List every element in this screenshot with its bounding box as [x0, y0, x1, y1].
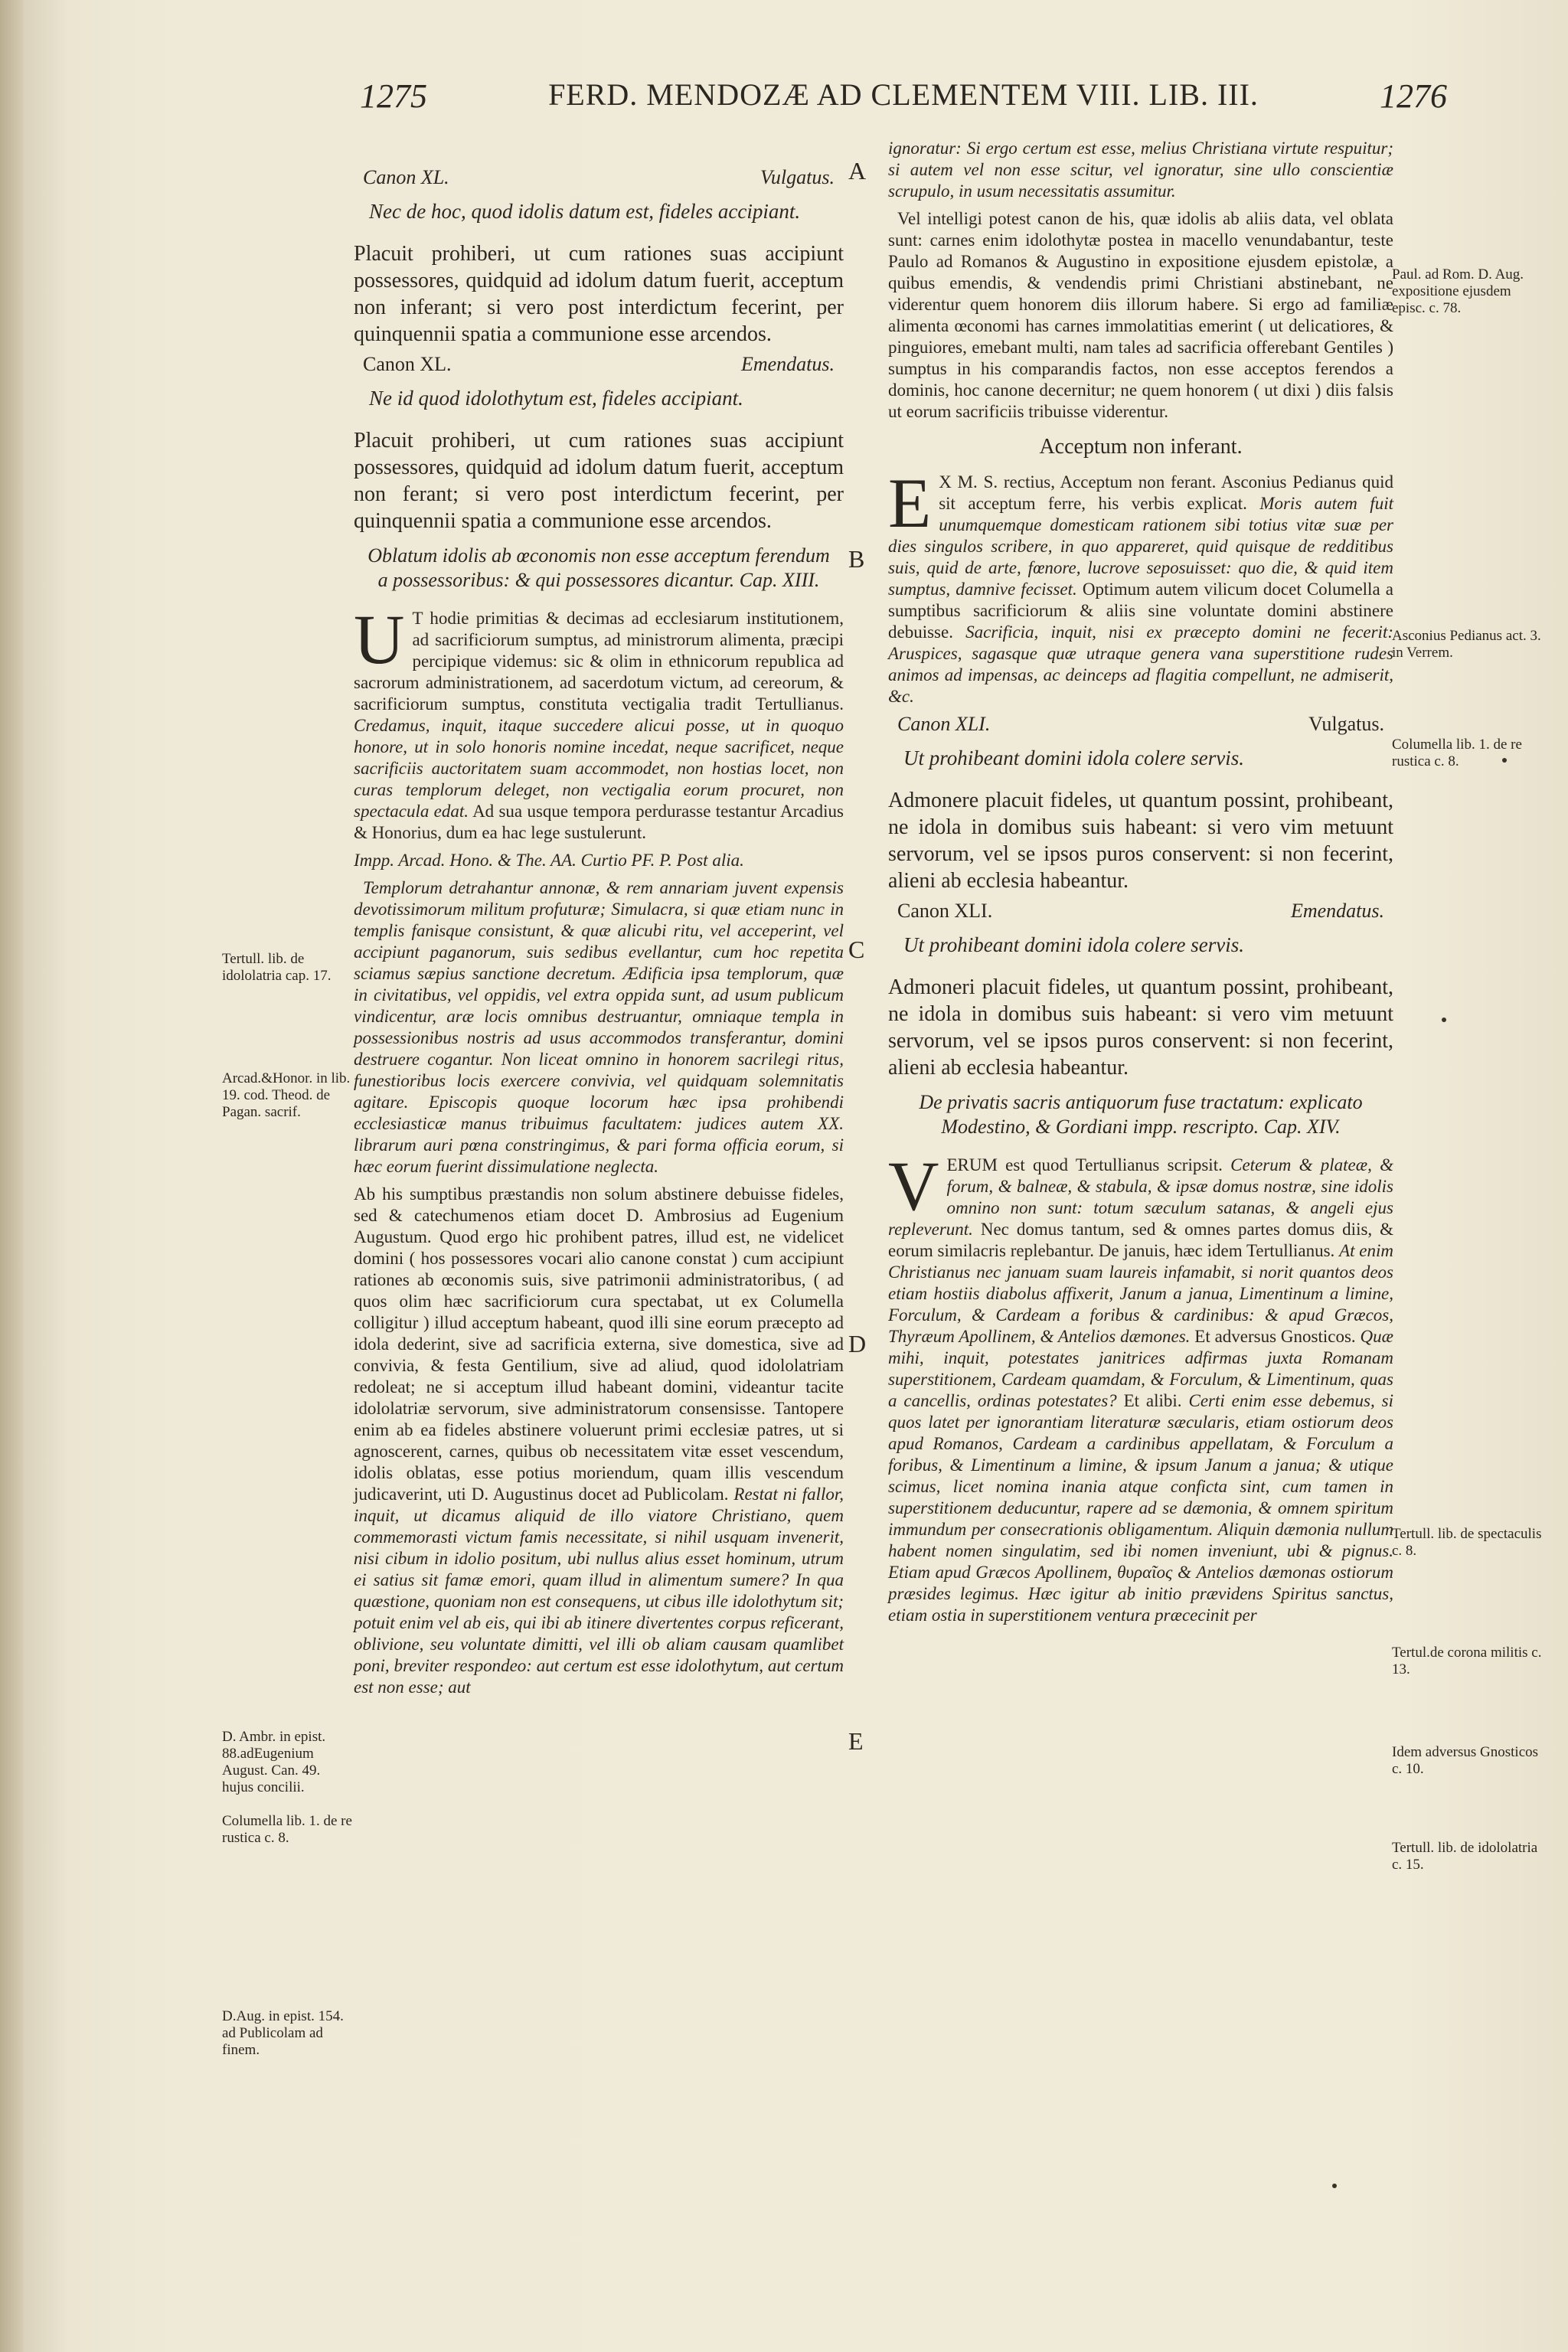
paragraph [354, 600, 844, 844]
chapter-title: De privatis sacris antiquorum fuse tractatum: explicato Modestino, & Gordiani impp. rescripto. Cap. XIV. [919, 1091, 1363, 1138]
margin-note: Arcad.&Honor. in lib. 19. cod. Theod. de Pagan. sacrif. [222, 1070, 351, 1120]
canon-label: Canon XL. [363, 166, 449, 188]
chapter-title: Oblatum idolis ab œconomis non esse acceptum ferendum a possessoribus: & qui possessores dicantur. Cap. XIII. [368, 544, 830, 591]
ink-speck [1332, 2184, 1337, 2188]
margin-note: D. Ambr. in epist. 88.adEugenium August. Can. 49. hujus concilii. [222, 1729, 326, 1795]
canon-heading [363, 354, 835, 375]
margin-note: Tertull. lib. de spectaculis c. 8. [1392, 1526, 1542, 1559]
canon-text: Placuit prohiberi, ut cum rationes suas accipiunt possessores, quidquid ad idolum datum fuerit, acceptum non ferant; si vero post interdictum fecerint, per quinquennii spatia a communione esse arcendos. [354, 429, 844, 533]
canon-variant: Vulgatus. [1308, 713, 1384, 735]
section-letter: B [848, 545, 865, 573]
quotation: Credamus, inquit, itaque succedere alicui posse, ut in quoquo honore, ut in solo honoris nomine incedat, neque sacrificet, neque sacrificiis auctoritatem suam accommodet, non hostias locet, non curas templorum deleget, non vectigalia eorum procuret, non spectacula edat. [354, 716, 844, 821]
canon-label: Canon XLI. [897, 713, 991, 735]
paragraph [888, 464, 1393, 707]
canon-variant: Emendatus. [1290, 900, 1384, 922]
page-number-left: 1275 [360, 77, 427, 115]
quotation: Ceterum & plateæ, & forum, & balneæ, & stabula, & ipsæ domus nostræ, sine idolis omnino non sunt: totum sæculum satanas, & angeli ejus repleverunt. [888, 1155, 1394, 1239]
section-letter: E [848, 1727, 864, 1755]
canon-title: Nec de hoc, quod idolis datum est, fideles accipiant. [369, 200, 801, 223]
drop-cap: E [888, 464, 932, 542]
paragraph [888, 1147, 1394, 1626]
quotation: Moris autem fuit unumquemque domesticam rationem sibi totius vitæ suæ per dies singulos scribere, in quo appareret, quid quisque de redditibus suis, quid de arte, fœnore, lucrove seposuisset: quo die, & quid item sumptus, damnive fecisset. [888, 494, 1393, 599]
right-column [888, 138, 1393, 1632]
left-column [354, 161, 844, 1704]
law-text: Templorum detrahantur annonæ, & rem annariam juvent expensis devotissimorum militum profuturæ; Simulacra, si quæ etiam nunc in templis fanisque consistunt, & quæ alicubi ritu, vel acceperint, vel accipiunt paganorum, suis sedibus evellantur, cum hoc repetita sciamus sæpius sanctione decretum. Ædificia ipsa templorum, quæ in civitatibus, vel oppidis, vel extra oppida sunt, ad usum publicum vindicentur, aræ locis omnibus destruantur, omniaque templa in possessionibus nostris ad usus accommodos transferantur, domini destruere cogantur. Non liceat omnino in honorem sacrilegi ritus, funestioribus locis exercere convivia, vel quidquam solemnitatis agitare. Episcopis quoque locorum hæc ipsa prohibendi ecclesiasticæ manus tribuimus facultatem: judices autem XX. librarum auri pœna constringimus, & pari forma officia eorum, si hæc eorum fuerint dissimulatione neglecta. [354, 878, 844, 1176]
quotation: Restat ni fallor, inquit, ut dicamus aliquid de illo viatore Christiano, quem commemorasti victum famis necessitate, si nihil usquam invenerit, nisi cibum in idolio positum, ubi nullus alius esset hominum, utrum ei satius sit famæ emori, quam illud in alimentum sumere? In qua quæstione, quoniam non est consequens, ut cibus ille idolothytum sit; potuit enim vel ab eis, qui ibi ab itinere divertentes corpus reficerant, oblivione, seu voluntate dimitti, vel illi ob aliam causam quamlibet poni, breviter respondeo: aut certum est esse idolothytum, aut certum est non esse; aut [354, 1485, 844, 1697]
drop-cap: U [354, 600, 405, 678]
canon-heading [363, 167, 835, 188]
quotation: Quæ mihi, inquit, potestates janitrices adfirmas juxta Romanam superstitionem, Cardeam quamdam, & Forculum, & Limentinum, quas a cancellis, ordinas potestates? [888, 1327, 1393, 1410]
quotation: Sacrificia, inquit, nisi ex præcepto domini ne fecerit: Aruspices, sagasque quæ utraque genera vana superstitione rudes animos ad impensas, ac deinceps ad flagitia compellunt, ne admiserit, &c. [888, 622, 1393, 706]
paragraph-text: Nec domus tantum, sed & omnes partes domus diis, & eorum similacris replebantur. De januis, hæc idem Tertullianus. [888, 1220, 1393, 1260]
paragraph-text: Optimum autem vilicum docet Columella a sumptibus sacrificiorum & aliis sine voluntate domini abstinere debuisse. [888, 580, 1393, 642]
running-title: FERD. MENDOZÆ AD CLEMENTEM VIII. LIB. III. [548, 77, 1259, 112]
canon-text: Admoneri placuit fideles, ut quantum possint, prohibeant, ne idola in domibus suis habeant: si vero vim metuunt servorum, vel se ipsos puros conservent: si non fecerint, alieni ab ecclesia habeantur. [888, 975, 1393, 1080]
quotation: ignoratur: Si ergo certum est esse, melius Christiana virtute respuitur; si autem vel non esse scitur, vel ignoratur, sine ullo conscientiæ scrupulo, in usum necessitatis assumitur. [888, 139, 1393, 201]
canon-text: Admonere placuit fideles, ut quantum possint, prohibeant, ne idola in domibus suis habeant: si vero vim metuunt servorum, vel se ipsos puros conservent: si non fecerint, alieni ab ecclesia habeantur. [888, 789, 1393, 893]
margin-note: Columella lib. 1. de re rustica c. 8. [222, 1813, 352, 1846]
canon-label: Canon XLI. [897, 900, 993, 922]
margin-note: D.Aug. in epist. 154. ad Publicolam ad finem. [222, 2008, 344, 2058]
paragraph-text: Ab his sumptibus præstandis non solum abstinere debuisse fideles, sed & catechumenos etiam docet D. Ambrosius ad Eugenium Augustum. Quod ergo hic prohibent patres, illud est, ne videlicet domini ( hos possessores vocari alio canone constat ) cum accipiunt rationes ab œconomis suis, sive patrimonii administratoribus, ( ad quos olim hæc sacrificiorum cura spectabat, ut ex Columella colligitur ) illud acceptum habeant, quod illi sine eorum præcepto ad idola dederint, sive ad sacrificia externa, sive domestica, sive ad convivia, & festa Gentilium, sive ad aliud, quod idololatriam redoleat; ne si acceptum illud habeant domini, videantur tacite idololatriæ servorum, sive administratorum consensisse. Tantopere enim ab ea fideles abstinere voluerunt primi ecclesiæ patres, ut si agnoscerent, carnes, quibus ob necessitatem vitæ esset vescendum, idolis oblatas, esse potius moriendum, quam illis vescendum judicaverint, uti D. Augustinus docet ad Publicolam. [354, 1184, 844, 1504]
canon-heading [897, 900, 1384, 922]
section-letter: A [848, 157, 867, 185]
section-letter: C [848, 936, 865, 963]
paragraph [354, 1184, 844, 1698]
quotation: Certi enim esse debemus, si quos latet per ignorantiam literaturæ sæcularis, etiam ostiorum deos apud Romanos, Cardeam a cardinibus appellatam, & Forculum a foribus, & Limentinum a limine, & ipsum Janum a janua; & utique scimus, licet nomina inania atque conficta sint, cum tamen in superstitionem deducuntur, rapere ad se dæmonia, & omnem spiritum immundum per consecrationis obligamentum. Aliquin dæmonia nullum habent nomen singulatim, sed ibi nomen inveniunt, ubi & pignus. Etiam apud Græcos Apollinem, θυραῖος & Antelios dæmonas ostiorum præsides legimus. Hæc igitur ab initio prævidens Spiritus sanctus, etiam ostia in superstitionem ventura præcecinit per [888, 1391, 1393, 1625]
paragraph-text: Vel intelligi potest canon de his, quæ idolis ab aliis data, vel oblata sunt: carnes enim idolothytæ postea in macello venundabantur, teste Paulo ad Romanos & Augustino in expositione ejusdem epistolæ, a quibus emendis, & vendendis primi Christiani abstinebant, ne viderentur quem honorem diis illorum habere. Si ergo ad familiæ alimenta œconomi has carnes immolatitias emerint ( ut delicatiores, & pinguiores, emebant multi, nam tales ad sacrificia offerebant Gentiles ) sumptus in his comparandis factos, non esse acceptos ferendos a dominis, hoc canone decernitur; ne quem honorem ( ut dixi ) diis falsis ut eorum sacrificiis tribuisse viderentur. [888, 209, 1393, 421]
quotation: At enim Christianus nec januam suam laureis infamabit, si norit quantos deos etiam hostiis diabolus affixerit, Janum a janua, Limentinum a limine, Forculum, & Cardeam a foribus & cardinibus: & apud Græcos, Thyræum Apollinem, & Antelios dæmones. [888, 1241, 1393, 1346]
canon-heading [897, 714, 1384, 735]
margin-note: Columella lib. 1. de re rustica c. 8. [1392, 737, 1522, 769]
canon-label: Canon XL. [363, 353, 452, 375]
canon-title: Ne id quod idolothytum est, fideles accipiant. [369, 387, 743, 410]
canon-title: Ut prohibeant domini idola colere servis. [903, 746, 1244, 769]
margin-note: Tertull. lib. de idololatria cap. 17. [222, 951, 332, 984]
margin-note: Tertul.de corona militis c. 13. [1392, 1645, 1542, 1677]
margin-note: Asconius Pedianus act. 3. in Verrem. [1392, 628, 1541, 661]
margin-note: Paul. ad Rom. D. Aug. expositione ejusdem episc. c. 78. [1392, 266, 1524, 316]
canon-text: Placuit prohiberi, ut cum rationes suas accipiunt possessores, quidquid ad idolum datum fuerit, acceptum non inferant; si vero post interdictum fecerint, per quinquennii spatia a communione esse arcendos. [354, 242, 844, 346]
margin-note: Tertull. lib. de idololatria c. 15. [1392, 1840, 1538, 1873]
canon-variant: Vulgatus. [760, 166, 835, 188]
section-title: Acceptum non inferant. [1039, 435, 1243, 459]
ink-speck [1502, 758, 1507, 763]
law-heading: Impp. Arcad. Hono. & The. AA. Curtio PF. P. Post alia. [354, 851, 744, 870]
ink-speck [1442, 1018, 1446, 1022]
canon-variant: Emendatus. [740, 353, 835, 375]
paragraph-text: T hodie primitias & decimas ad ecclesiarum institutionem, ad sacrificiorum sumptus, ad ministrorum alimenta, præcipi percipique videmus: sic & olim in ethnicorum republica ad sacrorum administrationem, ad sacerdotum victum, ad cereorum, & sacrificiorum sumptus, constituta vectigalia tradit Tertullianus. [354, 609, 844, 714]
paragraph-text: ERUM est quod Tertullianus scripsit. [946, 1155, 1223, 1174]
margin-note: Idem adversus Gnosticos c. 10. [1392, 1744, 1539, 1777]
book-gutter [0, 0, 23, 2352]
paragraph-text: Et adversus Gnosticos. [1194, 1327, 1356, 1346]
drop-cap: V [888, 1147, 939, 1225]
section-letter: D [848, 1330, 867, 1357]
running-header [360, 77, 1447, 122]
paragraph-text: X M. S. rectius, Acceptum non ferant. Asconius Pedianus quid sit acceptum ferre, his verbis explicat. [939, 472, 1393, 513]
canon-title: Ut prohibeant domini idola colere servis. [903, 933, 1244, 956]
page-number-right: 1276 [1380, 77, 1447, 115]
paragraph-text: Et alibi. [1123, 1391, 1182, 1410]
paragraph-text: Ad sua usque tempora perdurasse testantur Arcadius & Honorius, dum ea hac lege sustulerunt. [354, 802, 844, 842]
